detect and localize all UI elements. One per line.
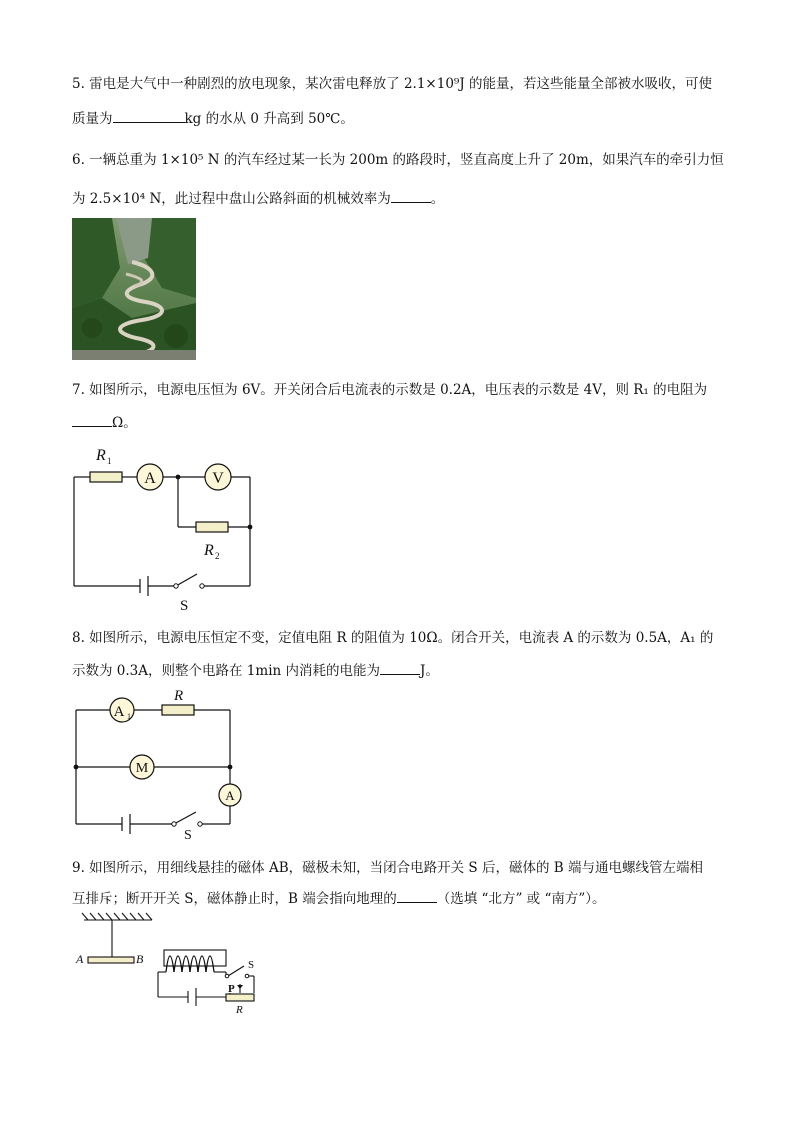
q9-bar-magnet — [88, 957, 134, 963]
q9-line2-post: （选填 “北方” 或 “南方”）。 — [436, 891, 606, 907]
q7-r2-label: R — [204, 542, 214, 559]
q8-r-label: R — [174, 688, 184, 704]
q6-line1: 6. 一辆总重为 1×10⁵ N 的汽车经过某一长为 200m 的路段时，竖直高度上升了 20m，如果汽车的牵引力恒 — [72, 152, 724, 168]
q8-line1: 8. 如图所示，电源电压恒定不变，定值电阻 R 的阻值为 10Ω。闭合开关，电流表 A 的示数为 0.5A，A₁ 的 — [72, 630, 714, 646]
q6-line2 — [72, 188, 444, 209]
q8-circuit-diagram — [60, 686, 260, 844]
q7-r1-label: R — [96, 447, 106, 464]
q6-line2-pre: 为 2.5×10⁴ N，此过程中盘山公路斜面的机械效率为 — [72, 191, 391, 207]
q8-a1-label: A — [113, 704, 125, 720]
q9-switch-label: S — [248, 959, 255, 971]
q9-answer-blank[interactable] — [397, 888, 437, 903]
q7-line1: 7. 如图所示，电源电压恒为 6V。开关闭合后电流表的示数是 0.2A，电压表的示数是 4V，则 R₁ 的电阻为 — [72, 382, 708, 398]
q8-answer-blank[interactable] — [380, 660, 420, 675]
q9-label-b: B — [136, 952, 144, 966]
q5-line1: 5. 雷电是大气中一种剧烈的放电现象，某次雷电释放了 2.1×10⁹J 的能量，若这些能量全部被水吸收，可使 — [72, 76, 713, 92]
q9-slider-arrow-icon — [237, 985, 243, 989]
q5-line2 — [72, 108, 354, 129]
q7-r1-subscript: 1 — [107, 456, 112, 466]
q8-a1-subscript: 1 — [127, 712, 131, 721]
q7-voltmeter-label: V — [212, 470, 224, 487]
q9-label-p: P — [228, 983, 235, 995]
q5-answer-blank[interactable] — [113, 108, 185, 123]
q7-answer-blank[interactable] — [72, 412, 112, 427]
q6-line2-post: 。 — [430, 191, 445, 207]
q9-label-a: A — [76, 952, 84, 966]
q9-solenoid-diagram — [60, 910, 280, 1024]
q7-r1-resistor — [90, 472, 122, 482]
q7-switch-label: S — [180, 598, 189, 614]
q8-line2-pre: 示数为 0.3A，则整个电路在 1min 内消耗的电能为 — [72, 663, 380, 679]
q7-r2-resistor — [196, 522, 228, 532]
q9-line2-pre: 互排斥；断开开关 S，磁体静止时，B 端会指向地理的 — [72, 891, 397, 907]
q8-line2 — [72, 660, 439, 681]
q5-line2-post: kg 的水从 0 升高到 50℃。 — [184, 111, 354, 127]
q8-line2-post: J。 — [420, 663, 439, 679]
q7-circuit-diagram — [60, 440, 270, 620]
q7-r2-subscript: 2 — [215, 551, 220, 561]
q9-line2 — [72, 888, 606, 909]
q9-rheostat — [226, 994, 254, 1001]
q8-resistor-r — [162, 705, 194, 715]
q5-line2-pre: 质量为 — [72, 111, 113, 127]
q8-motor-label: M — [135, 761, 149, 776]
mountain-road-photo — [72, 218, 196, 360]
q7-ammeter-label: A — [144, 470, 156, 487]
q7-line2-post: Ω。 — [112, 415, 137, 431]
q9-line1: 9. 如图所示，用细线悬挂的磁体 AB，磁极未知，当闭合电路开关 S 后，磁体的 B 端与通电螺线管左端相 — [72, 860, 703, 876]
q9-label-r: R — [236, 1004, 243, 1016]
q7-line2 — [72, 412, 137, 433]
q8-ammeter-label: A — [225, 788, 235, 803]
q8-switch-label: S — [184, 828, 192, 840]
q6-answer-blank[interactable] — [391, 188, 431, 203]
